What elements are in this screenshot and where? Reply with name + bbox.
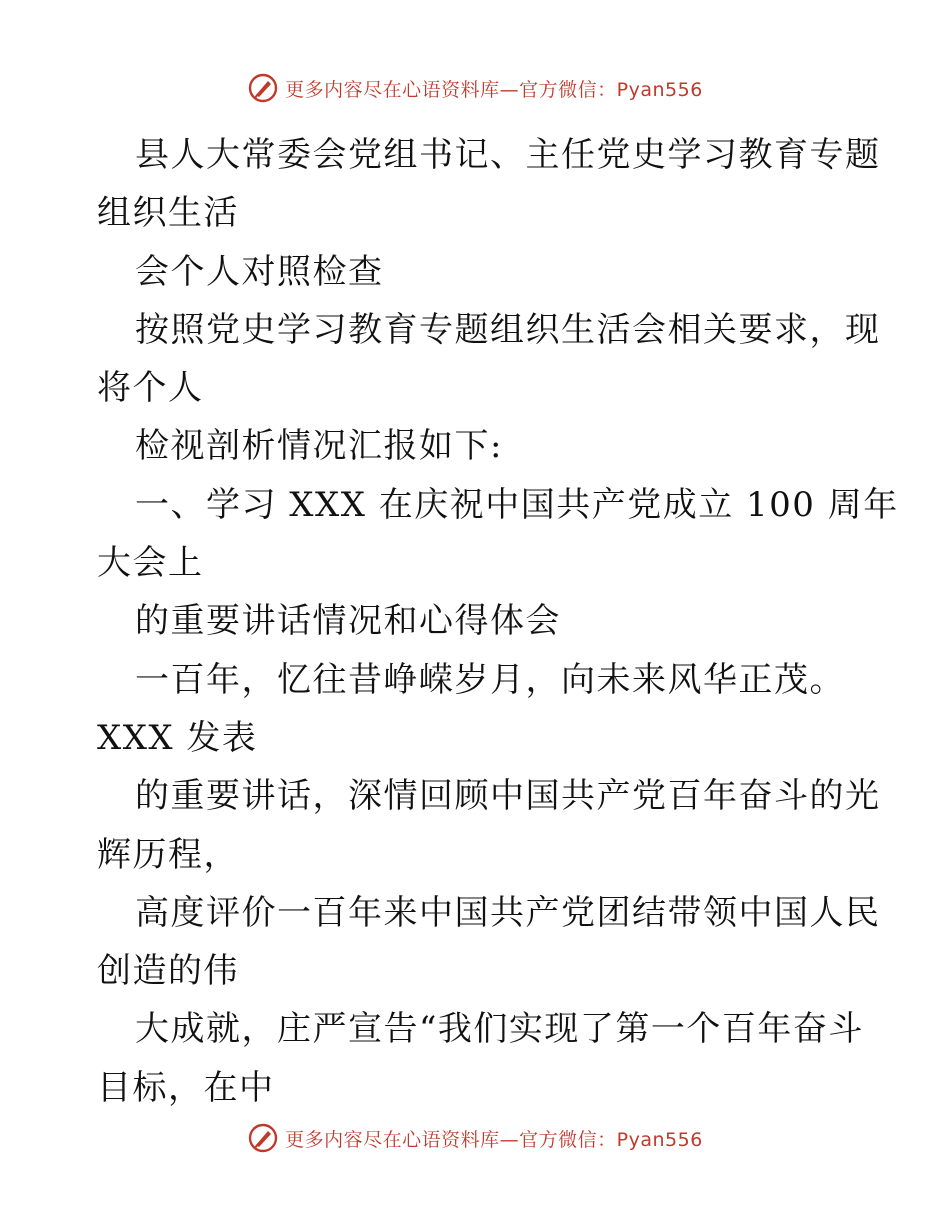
text-line: XXX 发表 bbox=[97, 717, 258, 758]
watermark-text: 更多内容尽在心语资料库—官方微信：Pyan556 bbox=[285, 78, 703, 101]
text-line: 检视剖析情况汇报如下: bbox=[135, 426, 503, 467]
text-line: 按照党史学习教育专题组织生活会相关要求，现 bbox=[135, 309, 881, 350]
text-line: 高度评价一百年来中国共产党团结带领中国人民 bbox=[135, 892, 881, 933]
text-line: 一、学习 XXX 在庆祝中国共产党成立 100 周年 bbox=[135, 484, 899, 525]
text-line: 创造的伟 bbox=[97, 951, 239, 992]
watermark-text: 更多内容尽在心语资料库—官方微信：Pyan556 bbox=[285, 1128, 703, 1151]
text-line: 的重要讲话，深情回顾中国共产党百年奋斗的光 bbox=[135, 776, 881, 817]
text-line: 大会上 bbox=[97, 543, 204, 584]
text-line: 县人大常委会党组书记、主任党史学习教育专题 bbox=[135, 135, 881, 175]
document-body bbox=[97, 126, 899, 1117]
text-line: 的重要讲话情况和心得体会 bbox=[135, 601, 561, 642]
quill-pen-logo-icon bbox=[247, 1122, 279, 1154]
text-line: 一百年，忆往昔峥嵘岁月，向未来风华正茂。 bbox=[135, 659, 845, 700]
footer-watermark bbox=[0, 1122, 950, 1154]
text-line: 将个人 bbox=[97, 368, 204, 409]
text-line: 会个人对照检查 bbox=[135, 251, 384, 292]
header-watermark bbox=[0, 72, 950, 104]
quill-pen-logo-icon bbox=[247, 72, 279, 104]
text-line: 组织生活 bbox=[97, 193, 239, 234]
text-line: 目标，在中 bbox=[97, 1067, 275, 1108]
text-line: 辉历程， bbox=[97, 834, 239, 875]
text-line: 大成就，庄严宣告“我们实现了第一个百年奋斗 bbox=[135, 1009, 864, 1050]
